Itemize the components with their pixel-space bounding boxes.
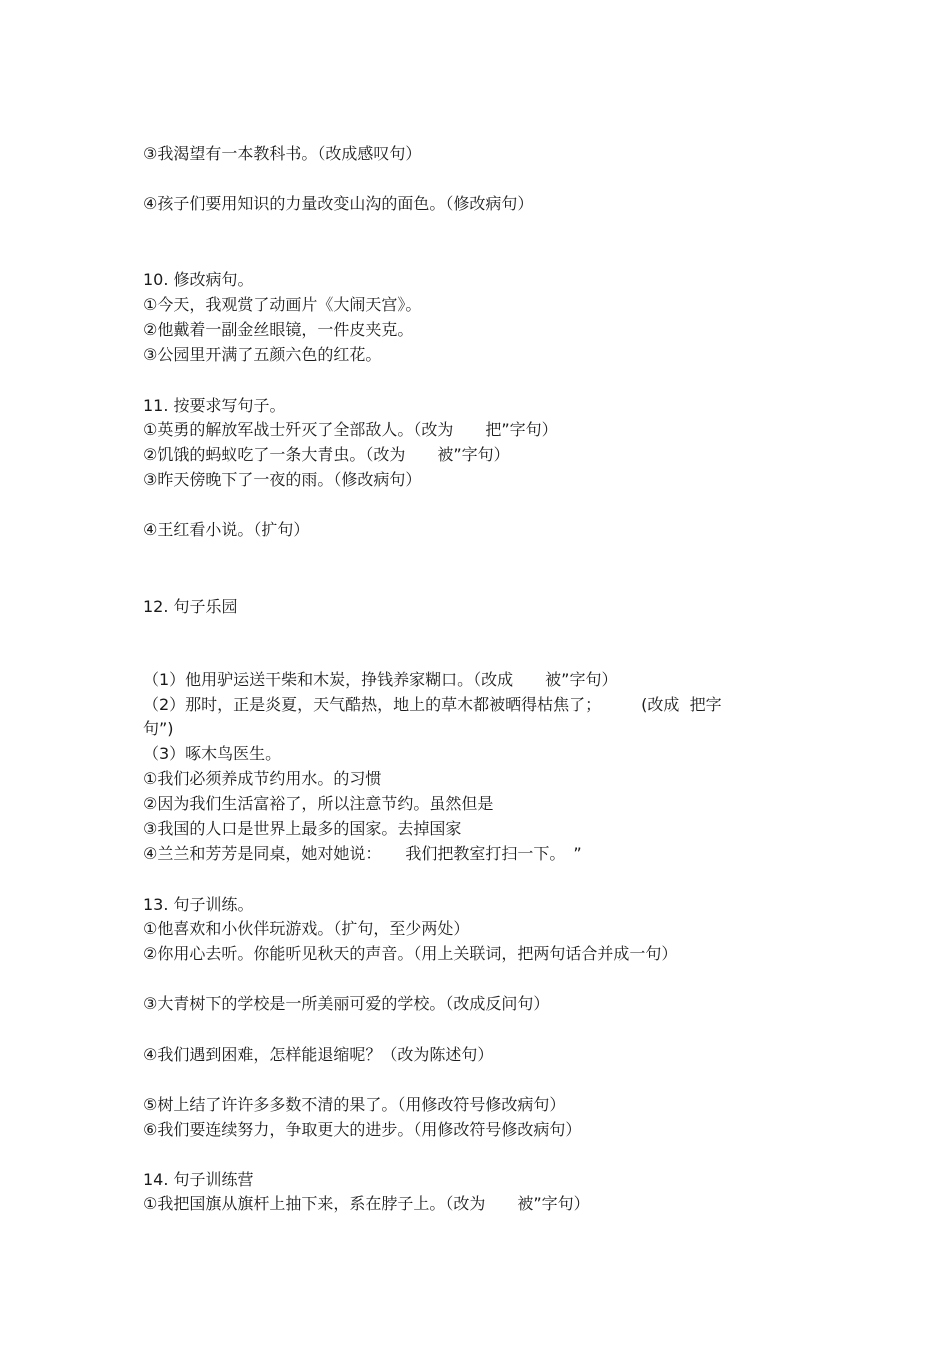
text-line: ⑥我们要连续努力，争取更大的进步。（用修改符号修改病句） xyxy=(143,1120,582,1139)
text-line: ③我国的人口是世界上最多的国家。去掉国家 xyxy=(143,819,462,838)
section-heading: 11. 按要求写句子。 xyxy=(143,396,286,415)
text-line: ④兰兰和芳芳是同桌，她对她说： 我们把教室打扫一下。 ” xyxy=(143,844,582,863)
text-line: ②因为我们生活富裕了，所以注意节约。虽然但是 xyxy=(143,794,494,813)
text-line: ④我们遇到困难，怎样能退缩呢？（改为陈述句） xyxy=(143,1045,494,1064)
text-line: ①英勇的解放军战士歼灭了全部敌人。（改为 把”字句） xyxy=(143,420,558,439)
text-line: （2）那时，正是炎夏，天气酷热，地上的草木都被晒得枯焦了； (改成 把字 xyxy=(143,695,722,714)
text-line: ②你用心去听。你能听见秋天的声音。（用上关联词，把两句话合并成一句） xyxy=(143,944,678,963)
section-heading: 14. 句子训练营 xyxy=(143,1170,254,1189)
text-line: ①他喜欢和小伙伴玩游戏。（扩句，至少两处） xyxy=(143,919,470,938)
text-line: ②他戴着一副金丝眼镜，一件皮夹克。 xyxy=(143,320,414,339)
text-line: （1）他用驴运送干柴和木炭，挣钱养家糊口。（改成 被”字句） xyxy=(143,670,618,689)
section-heading: 12. 句子乐园 xyxy=(143,597,238,616)
text-line: ③大青树下的学校是一所美丽可爱的学校。（改成反问句） xyxy=(143,994,550,1013)
text-line: ④孩子们要用知识的力量改变山沟的面色。（修改病句） xyxy=(143,194,534,213)
text-line: ①我把国旗从旗杆上抽下来，系在脖子上。（改为 被”字句） xyxy=(143,1194,590,1213)
text-line: ③我渴望有一本教科书。（改成感叹句） xyxy=(143,144,422,163)
text-line: ③昨天傍晚下了一夜的雨。（修改病句） xyxy=(143,470,422,489)
text-line: ②饥饿的蚂蚁吃了一条大青虫。（改为 被”字句） xyxy=(143,445,510,464)
text-line: ③公园里开满了五颜六色的红花。 xyxy=(143,345,382,364)
section-heading: 13. 句子训练。 xyxy=(143,895,254,914)
text-line: ④王红看小说。（扩句） xyxy=(143,520,310,539)
text-line: ⑤树上结了许许多多数不清的果了。（用修改符号修改病句） xyxy=(143,1095,566,1114)
text-line: ①今天，我观赏了动画片《大闹天宫》。 xyxy=(143,295,422,314)
text-line: （3）啄木鸟医生。 xyxy=(143,744,282,763)
text-line: ①我们必须养成节约用水。的习惯 xyxy=(143,769,382,788)
text-line: 句”) xyxy=(143,719,174,738)
section-heading: 10. 修改病句。 xyxy=(143,270,254,289)
